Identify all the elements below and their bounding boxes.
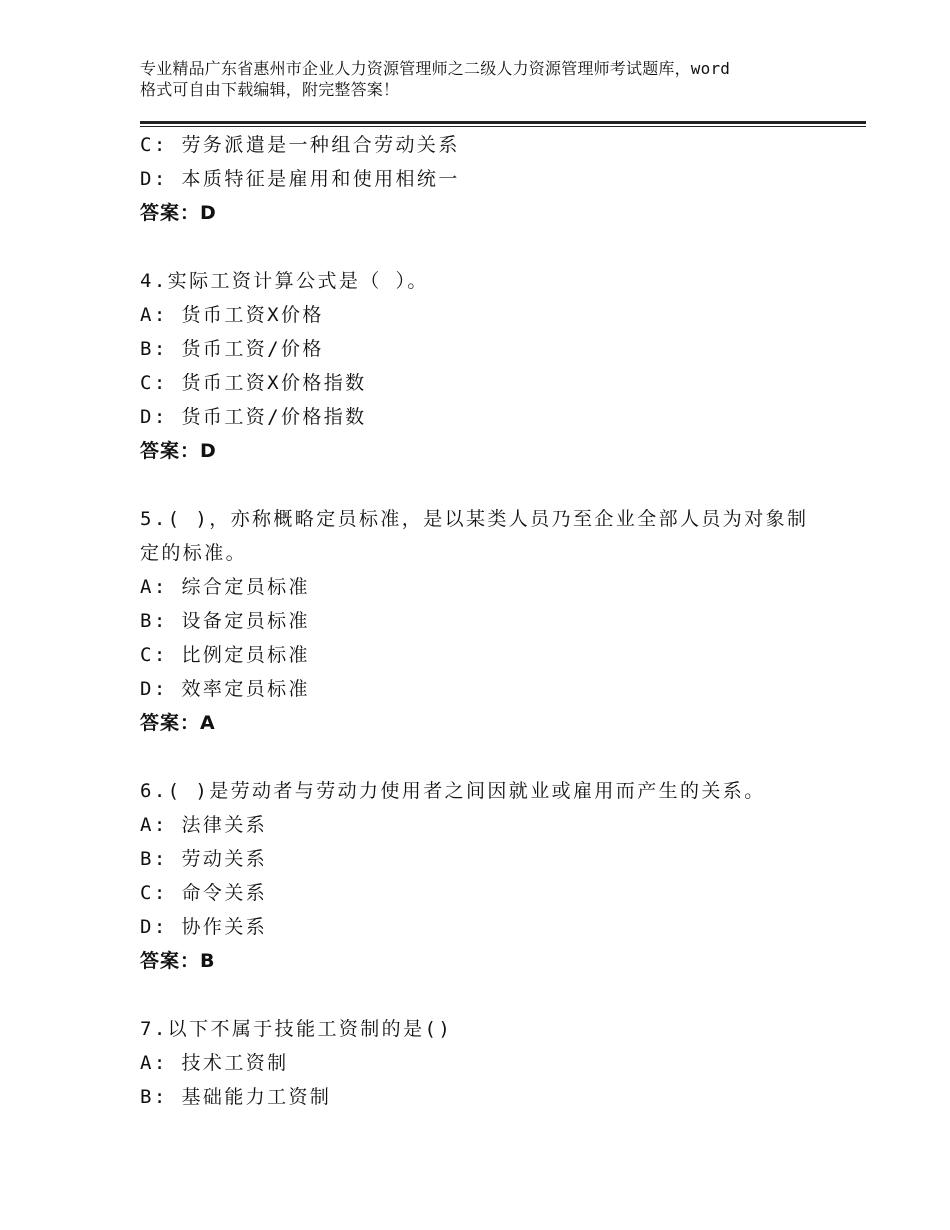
option-b: B: 基础能力工资制: [140, 1086, 332, 1108]
answer: 答案：A: [140, 712, 216, 734]
question-stem: 7.以下不属于技能工资制的是(): [140, 1018, 453, 1040]
option-d: D: 效率定员标准: [140, 678, 310, 700]
question-7: [140, 1012, 840, 1114]
answer: 答案：D: [140, 202, 217, 224]
question-stem: 6.( )是劳动者与劳动力使用者之间因就业或雇用而产生的关系。: [140, 780, 766, 802]
header-line-1: 专业精品广东省惠州市企业人力资源管理师之二级人力资源管理师考试题库，word: [140, 59, 731, 78]
header-rule-thick: [140, 121, 866, 124]
option-b: B: 货币工资/价格: [140, 338, 324, 360]
option-c: C: 货币工资X价格指数: [140, 372, 367, 394]
answer: 答案：D: [140, 440, 217, 462]
document-header: [140, 58, 830, 100]
option-b: B: 设备定员标准: [140, 610, 310, 632]
spacer: [140, 230, 840, 264]
spacer: [140, 740, 840, 774]
option-a: A: 法律关系: [140, 814, 268, 836]
question-stem: 5.( )，亦称概略定员标准，是以某类人员乃至企业全部人员为对象制: [140, 508, 809, 530]
option-c: C: 比例定员标准: [140, 644, 310, 666]
question-4: [140, 264, 840, 468]
option-c: C: 劳务派遣是一种组合劳动关系: [140, 134, 460, 156]
header-line-2: 格式可自由下载编辑，附完整答案！: [140, 80, 400, 99]
option-d: D: 货币工资/价格指数: [140, 406, 367, 428]
answer: 答案：B: [140, 950, 216, 972]
option-a: A: 技术工资制: [140, 1052, 289, 1074]
question-list: [140, 128, 840, 1114]
option-a: A: 货币工资X价格: [140, 304, 324, 326]
option-a: A: 综合定员标准: [140, 576, 310, 598]
spacer: [140, 468, 840, 502]
option-b: B: 劳动关系: [140, 848, 268, 870]
question-stem: 4.实际工资计算公式是（ ）。: [140, 270, 429, 292]
option-c: C: 命令关系: [140, 882, 268, 904]
spacer: [140, 978, 840, 1012]
option-d: D: 协作关系: [140, 916, 268, 938]
question-5: [140, 502, 840, 740]
question-3: [140, 128, 840, 230]
question-6: [140, 774, 840, 978]
option-d: D: 本质特征是雇用和使用相统一: [140, 168, 460, 190]
question-stem-continued: 定的标准。: [140, 542, 248, 564]
header-rule-thin: [140, 126, 866, 127]
